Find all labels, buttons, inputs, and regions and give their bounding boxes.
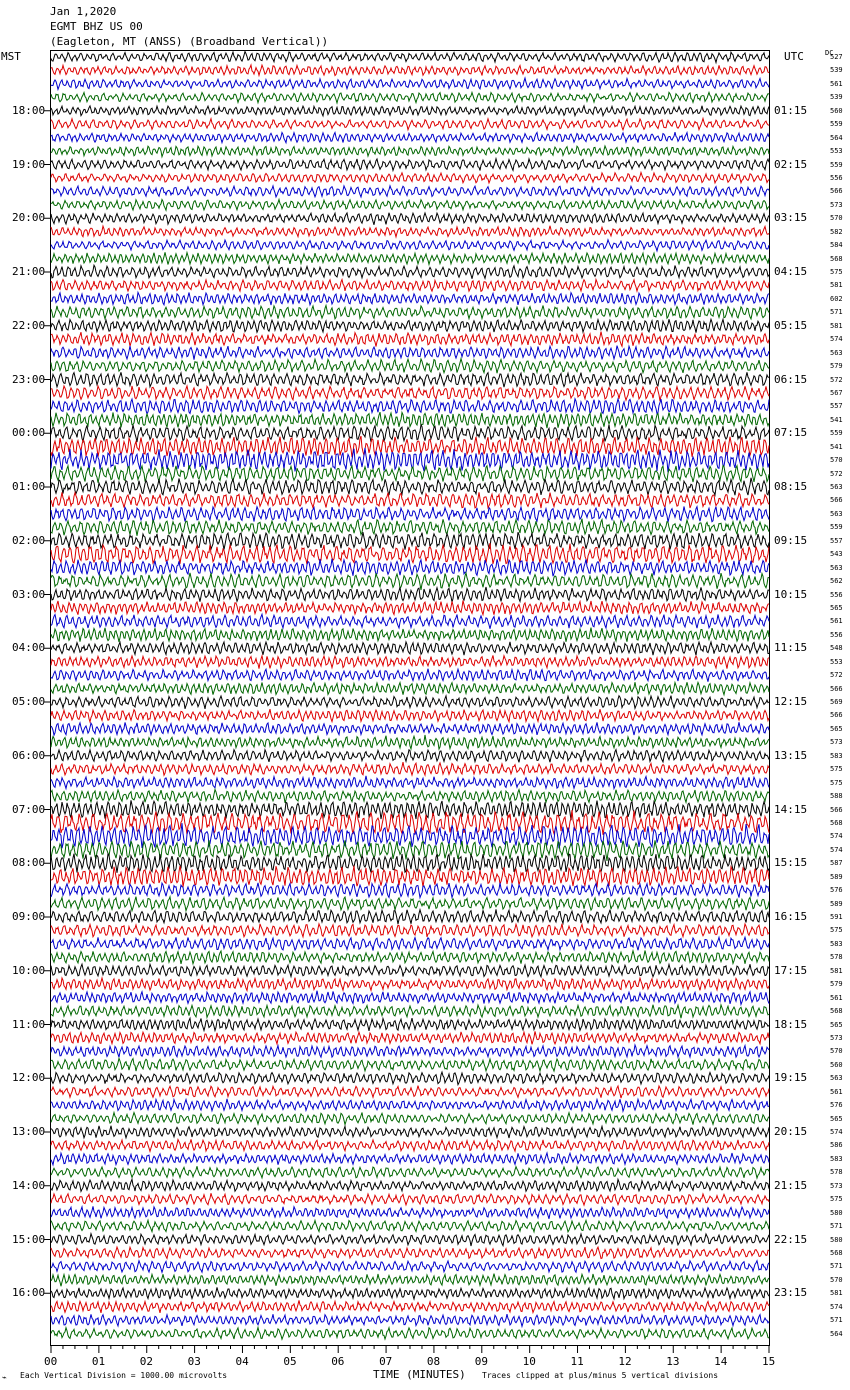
dc-offset-value: 570 <box>830 1047 843 1056</box>
trace-line <box>51 507 769 523</box>
dc-offset-value: 563 <box>830 348 843 357</box>
trace-line <box>51 1018 769 1031</box>
dc-offset-value: 573 <box>830 1181 843 1190</box>
utc-time-label: 19:15 <box>774 1071 808 1085</box>
dc-offset-value: 567 <box>830 388 843 397</box>
utc-time-label: 16:15 <box>774 910 808 923</box>
trace-line <box>51 306 769 320</box>
x-tick-label: 01 <box>91 1355 106 1368</box>
trace-line <box>51 372 769 387</box>
trace-line <box>51 119 769 130</box>
dc-offset-value: 561 <box>830 617 843 626</box>
dc-offset-value: 575 <box>830 1195 843 1204</box>
mst-time-label: 09:00 <box>12 910 46 923</box>
trace-line <box>51 840 769 861</box>
dc-offset-value: 557 <box>830 402 843 411</box>
trace-line <box>51 52 769 63</box>
utc-time-label: 20:15 <box>774 1125 808 1138</box>
dc-offset-value: 561 <box>830 993 843 1002</box>
station-title: (Eagleton, MT (ANSS) (Broadband Vertical)) <box>50 35 329 48</box>
dc-label: DC <box>825 49 834 57</box>
trace-line <box>51 854 769 873</box>
trace-line <box>51 132 769 143</box>
mst-time-label: 07:00 <box>12 802 46 816</box>
dc-offset-value: 562 <box>830 577 843 586</box>
utc-time-label: 04:15 <box>774 265 808 278</box>
utc-time-label: 22:15 <box>774 1232 808 1246</box>
dc-offset-value: 578 <box>830 953 843 962</box>
trace-line <box>51 213 769 225</box>
trace-line <box>51 292 769 305</box>
trace-line <box>51 1005 769 1018</box>
utc-time-label: 12:15 <box>774 695 808 708</box>
x-tick-label: 11 <box>570 1355 584 1368</box>
x-tick-label: 14 <box>714 1355 728 1368</box>
dc-offset-value: 583 <box>830 751 843 760</box>
trace-line <box>51 346 769 360</box>
trace-line <box>51 106 769 116</box>
utc-time-label: 21:15 <box>774 1178 808 1192</box>
trace-line <box>51 199 769 210</box>
trace-line <box>51 951 769 964</box>
dc-offset-value: 568 <box>830 254 843 263</box>
x-axis-title: TIME (MINUTES) <box>373 1368 466 1381</box>
mst-time-label: 11:00 <box>12 1017 46 1031</box>
dc-offset-value: 574 <box>830 1128 843 1136</box>
trace-line <box>51 628 769 642</box>
utc-time-label: 07:15 <box>774 426 808 440</box>
trace-line <box>51 1274 769 1287</box>
trace-line <box>51 696 769 709</box>
mst-time-label: 00:00 <box>12 426 46 440</box>
clipping-note: Traces clipped at plus/minus 5 vertical divisions <box>482 1371 719 1380</box>
dc-offset-value: 553 <box>830 657 843 666</box>
dc-offset-value: 527 <box>830 53 843 61</box>
utc-time-label: 11:15 <box>774 641 808 655</box>
trace-line <box>51 1126 769 1138</box>
x-tick-label: 03 <box>187 1355 201 1368</box>
dc-offset-value: 541 <box>830 415 843 424</box>
dc-offset-value: 588 <box>830 792 843 801</box>
utc-time-label: 14:15 <box>774 802 808 816</box>
x-tick-label: 00 <box>44 1355 58 1368</box>
trace-line <box>51 1287 769 1299</box>
dc-offset-value: 566 <box>830 187 843 196</box>
mst-time-label: 05:00 <box>12 695 46 708</box>
trace-line <box>51 573 769 590</box>
trace-line <box>51 800 769 820</box>
dc-offset-value: 581 <box>830 966 843 975</box>
dc-offset-value: 560 <box>830 1060 843 1069</box>
dc-offset-value: 584 <box>830 241 843 250</box>
utc-time-label: 02:15 <box>774 157 808 171</box>
dc-offset-value: 561 <box>830 1087 843 1096</box>
trace-line <box>51 1113 769 1125</box>
dc-offset-value: 563 <box>830 483 843 491</box>
dc-offset-value: 566 <box>830 711 843 720</box>
dc-offset-value: 572 <box>830 469 843 478</box>
utc-time-label: 18:15 <box>774 1017 808 1031</box>
trace-line <box>51 92 769 103</box>
vertical-division-note: Each Vertical Division = 1000.00 microvolts <box>20 1371 228 1380</box>
trace-line <box>51 655 769 668</box>
trace-line <box>51 909 769 924</box>
dc-offset-value: 580 <box>830 1208 843 1217</box>
dc-offset-value: 589 <box>830 872 843 881</box>
dc-offset-value: 574 <box>830 1302 843 1311</box>
dc-offset-value: 568 <box>830 1007 843 1016</box>
trace-line <box>51 1234 769 1246</box>
dc-offset-value: 566 <box>830 684 843 693</box>
trace-group <box>51 52 769 1340</box>
dc-offset-value: 583 <box>830 1154 843 1163</box>
trace-line <box>51 1328 769 1340</box>
trace-line <box>51 252 769 264</box>
dc-offset-value: 560 <box>830 106 843 115</box>
dc-offset-value: 569 <box>830 698 843 706</box>
trace-line <box>51 1045 769 1057</box>
x-tick-label: 02 <box>139 1355 153 1368</box>
dc-offset-value: 570 <box>830 456 843 465</box>
trace-line <box>51 1139 769 1151</box>
utc-time-label: 10:15 <box>774 587 808 601</box>
trace-line <box>51 65 769 76</box>
trace-line <box>51 1086 769 1099</box>
dc-offset-value: 580 <box>830 1235 843 1244</box>
dc-offset-value: 573 <box>830 200 843 209</box>
dc-offset-value: 570 <box>830 1275 843 1284</box>
trace-line <box>51 492 769 508</box>
utc-axis-label: UTC <box>784 50 804 63</box>
trace-line <box>51 226 769 237</box>
dc-offset-value: 576 <box>830 1101 843 1110</box>
mst-time-label: 23:00 <box>12 372 46 386</box>
dc-offset-value: 571 <box>830 1222 843 1231</box>
dc-offset-value: 573 <box>830 1033 843 1042</box>
dc-offset-value: 572 <box>830 671 843 680</box>
mst-time-label: 18:00 <box>12 103 46 117</box>
x-tick-label: 15 <box>762 1355 776 1368</box>
dc-offset-value: 574 <box>830 335 843 344</box>
mst-time-label: 15:00 <box>12 1232 46 1246</box>
dc-offset-value: 581 <box>830 321 843 330</box>
x-tick-label: 10 <box>522 1355 536 1368</box>
mst-time-label: 22:00 <box>12 318 46 332</box>
trace-line <box>51 866 769 888</box>
trace-line <box>51 478 769 496</box>
trace-line <box>51 1099 769 1111</box>
trace-line <box>51 399 769 414</box>
trace-line <box>51 280 769 292</box>
utc-time-label: 03:15 <box>774 211 808 225</box>
utc-time-label: 08:15 <box>774 480 808 493</box>
mst-time-label: 01:00 <box>12 480 46 493</box>
trace-line <box>51 924 769 937</box>
dc-offset-value: 571 <box>830 308 843 317</box>
trace-line <box>51 1058 769 1071</box>
dc-offset-value: 556 <box>830 590 843 599</box>
dc-offset-value: 566 <box>830 805 843 814</box>
dc-offset-value: 563 <box>830 1074 843 1083</box>
mst-time-label: 19:00 <box>12 157 46 171</box>
dc-offset-value: 563 <box>830 563 843 572</box>
trace-line <box>51 1261 769 1273</box>
mst-time-label: 21:00 <box>12 265 46 278</box>
mst-time-label: 03:00 <box>12 587 46 601</box>
utc-time-label: 23:15 <box>774 1286 808 1300</box>
dc-offset-value: 564 <box>830 133 843 142</box>
trace-line <box>51 1166 769 1178</box>
mst-time-label: 20:00 <box>12 211 46 225</box>
trace-line <box>51 883 769 898</box>
dc-offset-value: 583 <box>830 939 843 948</box>
trace-line <box>51 709 769 722</box>
mst-time-label: 14:00 <box>12 1178 46 1192</box>
utc-time-label: 05:15 <box>774 318 808 332</box>
trace-line <box>51 790 769 803</box>
trace-line <box>51 240 769 251</box>
dc-offset-value: 575 <box>830 926 843 935</box>
dc-offset-value: 563 <box>830 509 843 518</box>
dc-offset-value: 541 <box>830 442 843 451</box>
dc-offset-value: 586 <box>830 1141 843 1150</box>
dc-offset-value: 556 <box>830 630 843 639</box>
dc-offset-value: 565 <box>830 1020 843 1029</box>
trace-line <box>51 332 769 347</box>
trace-line <box>51 1179 769 1191</box>
trace-line <box>51 1072 769 1085</box>
dc-offset-value: 581 <box>830 281 843 290</box>
x-tick-label: 09 <box>474 1355 489 1368</box>
trace-line <box>51 669 769 682</box>
channel-title: EGMT BHZ US 00 <box>50 20 143 33</box>
dc-offset-value: 591 <box>830 913 843 921</box>
trace-line <box>51 386 769 401</box>
trace-line <box>51 642 769 656</box>
dc-offset-value: 571 <box>830 1316 843 1325</box>
dc-offset-value: 564 <box>830 1329 843 1338</box>
dc-offset-value: 576 <box>830 886 843 895</box>
x-tick-label: 07 <box>379 1355 393 1368</box>
mst-time-label: 10:00 <box>12 963 46 977</box>
utc-time-label: 01:15 <box>774 103 808 117</box>
dc-offset-value: 553 <box>830 147 843 156</box>
dc-offset-value: 565 <box>830 603 843 612</box>
dc-offset-value: 565 <box>830 724 843 733</box>
dc-offset-value: 573 <box>830 738 843 747</box>
mst-time-label: 04:00 <box>12 641 46 655</box>
x-tick-label: 06 <box>331 1355 345 1368</box>
mst-time-label: 02:00 <box>12 533 46 547</box>
trace-line <box>51 991 769 1005</box>
dc-offset-value: 559 <box>830 160 843 169</box>
trace-line <box>51 735 769 749</box>
mst-time-label: 13:00 <box>12 1125 46 1138</box>
dc-offset-value: 557 <box>830 536 843 545</box>
dc-offset-value: 539 <box>830 93 843 102</box>
trace-line <box>51 1220 769 1232</box>
trace-line <box>51 1193 769 1205</box>
trace-line <box>51 614 769 629</box>
dc-offset-value: 574 <box>830 832 843 841</box>
dc-offset-value: 582 <box>830 227 843 236</box>
dc-offset-value: 556 <box>830 173 843 182</box>
trace-line <box>51 964 769 977</box>
dc-offset-value: 575 <box>830 268 843 276</box>
dc-offset-value: 602 <box>830 294 843 303</box>
trace-line <box>51 722 769 735</box>
trace-line <box>51 78 769 89</box>
mst-time-label: 12:00 <box>12 1071 46 1085</box>
utc-time-label: 15:15 <box>774 856 808 870</box>
usgs-logo: ⌁ <box>2 1373 7 1382</box>
trace-line <box>51 159 769 171</box>
trace-line <box>51 897 769 911</box>
x-tick-label: 05 <box>283 1355 297 1368</box>
dc-offset-value: 571 <box>830 1262 843 1271</box>
trace-line <box>51 146 769 157</box>
trace-line <box>51 319 769 332</box>
dc-offset-value: 548 <box>830 644 843 653</box>
trace-line <box>51 412 769 428</box>
dc-offset-value: 572 <box>830 375 843 384</box>
dc-offset-value: 587 <box>830 859 843 868</box>
trace-line <box>51 543 769 564</box>
trace-line <box>51 1206 769 1218</box>
trace-line <box>51 1031 769 1044</box>
dc-offset-value: 575 <box>830 778 843 787</box>
trace-line <box>51 682 769 695</box>
trace-line <box>51 776 769 789</box>
trace-line <box>51 359 769 374</box>
utc-time-label: 17:15 <box>774 963 808 977</box>
x-tick-label: 12 <box>618 1355 632 1368</box>
trace-line <box>51 1247 769 1258</box>
trace-line <box>51 265 769 279</box>
dc-offset-value: 589 <box>830 899 843 908</box>
trace-line <box>51 1153 769 1165</box>
dc-offset-value: 570 <box>830 214 843 223</box>
mst-time-label: 06:00 <box>12 748 46 762</box>
trace-line <box>51 937 769 950</box>
dc-offset-value: 581 <box>830 1289 843 1298</box>
dc-offset-value: 566 <box>830 496 843 505</box>
dc-offset-value: 559 <box>830 523 843 532</box>
mst-axis-label: MST <box>1 50 21 63</box>
dc-offset-value: 579 <box>830 362 843 371</box>
dc-offset-value: 575 <box>830 765 843 774</box>
x-tick-label: 13 <box>666 1355 680 1368</box>
dc-offset-value: 579 <box>830 980 843 989</box>
x-tick-label: 08 <box>426 1355 441 1368</box>
mst-time-label: 16:00 <box>12 1286 46 1300</box>
utc-time-label: 06:15 <box>774 372 808 386</box>
x-tick-label: 04 <box>235 1355 249 1368</box>
dc-offset-value: 543 <box>830 550 843 559</box>
dc-offset-value: 559 <box>830 429 843 438</box>
trace-line <box>51 978 769 991</box>
trace-line <box>51 587 769 602</box>
dc-offset-value: 561 <box>830 79 843 88</box>
trace-line <box>51 750 769 763</box>
trace-line <box>51 1314 769 1326</box>
dc-offset-value: 565 <box>830 1114 843 1123</box>
plot-date: Jan 1,2020 <box>50 5 117 18</box>
dc-offset-value: 568 <box>830 1248 843 1257</box>
utc-time-label: 09:15 <box>774 533 808 547</box>
utc-time-label: 13:15 <box>774 748 808 762</box>
trace-line <box>51 519 769 536</box>
trace-line <box>51 559 769 577</box>
dc-offset-value: 568 <box>830 818 843 827</box>
trace-line <box>51 173 769 183</box>
dc-offset-value: 559 <box>830 120 843 129</box>
trace-line <box>51 1300 769 1313</box>
dc-offset-value: 574 <box>830 845 843 854</box>
trace-line <box>51 601 769 615</box>
mst-time-label: 08:00 <box>12 856 46 870</box>
trace-line <box>51 186 769 197</box>
dc-offset-value: 578 <box>830 1168 843 1177</box>
trace-line <box>51 762 769 775</box>
dc-offset-value: 539 <box>830 66 843 75</box>
trace-line <box>51 532 769 550</box>
